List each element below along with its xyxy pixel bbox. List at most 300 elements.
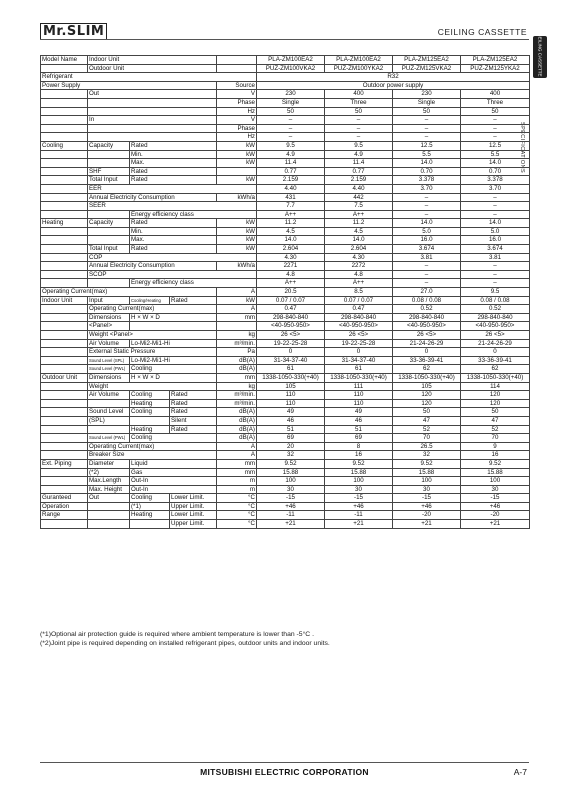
table-row: [41, 64, 530, 73]
table-cell: 3.378: [461, 176, 530, 185]
table-row: [41, 98, 530, 107]
chapter-tab[interactable]: [533, 33, 547, 78]
table-cell: dB(A): [217, 425, 257, 434]
table-cell: 110: [257, 391, 325, 400]
table-cell: 120: [461, 391, 530, 400]
table-cell: Sound Level (PWL): [88, 434, 130, 443]
table-cell: PUZ-ZM125VKA2: [393, 64, 461, 73]
table-cell: 32: [393, 451, 461, 460]
table-row: [41, 313, 530, 322]
table-cell: 9.5: [461, 288, 530, 297]
table-cell: [41, 270, 88, 279]
table-cell: Cooling/Heating: [130, 296, 170, 305]
table-row: [41, 382, 530, 391]
table-row: [41, 434, 530, 443]
table-cell: A++: [257, 210, 325, 219]
table-cell: H × W × D: [130, 373, 217, 382]
table-cell: 1338-1050-330(+40): [325, 373, 393, 382]
chapter-tab-label: CEILING CASSETTE: [537, 33, 543, 77]
table-cell: Sound Level (PWL): [88, 365, 130, 374]
table-row: [41, 236, 530, 245]
table-cell: <Panel>: [88, 322, 130, 331]
table-cell: 62: [393, 365, 461, 374]
table-cell: 26 <5>: [325, 331, 393, 340]
table-cell: m³/min.: [217, 399, 257, 408]
table-cell: 70: [393, 434, 461, 443]
table-cell: mm: [217, 459, 257, 468]
table-cell: Max.Length: [88, 477, 130, 486]
table-cell: 16.0: [461, 236, 530, 245]
page-number: A-7: [513, 767, 527, 777]
table-cell: 4.40: [257, 184, 325, 193]
table-cell: 69: [325, 434, 393, 443]
table-cell: Max.: [130, 236, 217, 245]
table-cell: Indoor Unit: [41, 296, 88, 305]
table-cell: [41, 520, 88, 529]
table-cell: [88, 150, 130, 159]
table-cell: Three: [461, 98, 530, 107]
table-cell: Air Volume: [88, 391, 130, 400]
table-cell: [41, 408, 88, 417]
table-cell: 2.159: [257, 176, 325, 185]
table-cell: Power Supply: [41, 81, 217, 90]
table-cell: 4.30: [257, 253, 325, 262]
table-cell: 3.674: [461, 245, 530, 254]
table-row: [41, 339, 530, 348]
table-cell: 0.77: [257, 167, 325, 176]
table-cell: Weight <Panel>: [88, 331, 217, 340]
table-row: [41, 511, 530, 520]
table-cell: Outdoor Unit: [41, 373, 88, 382]
table-row: [41, 107, 530, 116]
table-cell: 400: [461, 90, 530, 99]
table-cell: [41, 184, 88, 193]
table-cell: –: [393, 133, 461, 142]
table-cell: [130, 416, 170, 425]
table-cell: [41, 116, 88, 125]
table-row: [41, 141, 530, 150]
table-row: [41, 270, 530, 279]
footnotes: [40, 630, 330, 648]
table-cell: Sound Level: [88, 408, 130, 417]
table-cell: [41, 262, 88, 271]
table-cell: Ext. Piping: [41, 459, 88, 468]
table-cell: 0.77: [325, 167, 393, 176]
table-cell: [41, 253, 88, 262]
table-cell: [41, 124, 88, 133]
table-cell: H × W × D: [130, 313, 217, 322]
table-cell: +21: [325, 520, 393, 529]
table-cell: 16: [461, 451, 530, 460]
table-cell: [41, 133, 88, 142]
table-row: [41, 184, 530, 193]
table-cell: 0.52: [461, 305, 530, 314]
table-cell: 49: [325, 408, 393, 417]
table-cell: 33-36-39-41: [461, 356, 530, 365]
table-row: [41, 279, 530, 288]
table-cell: 9: [461, 442, 530, 451]
table-cell: [41, 107, 88, 116]
table-row: [41, 150, 530, 159]
table-cell: –: [257, 133, 325, 142]
table-cell: mm: [217, 468, 257, 477]
table-cell: 4.5: [325, 227, 393, 236]
table-cell: Phase: [217, 124, 257, 133]
table-cell: 11.2: [325, 219, 393, 228]
table-row: [41, 365, 530, 374]
table-cell: Upper Limit.: [170, 520, 217, 529]
table-row: [41, 210, 530, 219]
table-row: [41, 520, 530, 529]
table-cell: [41, 365, 88, 374]
table-cell: –: [393, 262, 461, 271]
table-cell: 1338-1050-330(+40): [257, 373, 325, 382]
table-cell: +21: [461, 520, 530, 529]
table-cell: (SPL): [88, 416, 130, 425]
table-row: [41, 296, 530, 305]
table-cell: -15: [257, 494, 325, 503]
table-cell: 298-840-840: [257, 313, 325, 322]
table-cell: 46: [257, 416, 325, 425]
table-cell: Sound Level (SPL): [88, 356, 130, 365]
table-cell: 30: [393, 485, 461, 494]
specifications-body: [41, 56, 530, 529]
table-cell: Source: [217, 81, 257, 90]
table-cell: 26 <5>: [461, 331, 530, 340]
table-cell: 15.88: [461, 468, 530, 477]
table-cell: 12.5: [393, 141, 461, 150]
table-cell: [41, 399, 88, 408]
table-cell: 61: [325, 365, 393, 374]
section-title: CEILING CASSETTE: [437, 27, 527, 37]
table-row: [41, 468, 530, 477]
table-cell: [88, 236, 130, 245]
table-cell: 14.0: [461, 159, 530, 168]
table-cell: (*1): [130, 502, 170, 511]
table-row: [41, 90, 530, 99]
table-cell: [41, 193, 88, 202]
table-cell: 0: [325, 348, 393, 357]
table-cell: SCOP: [88, 270, 257, 279]
table-cell: 1338-1050-330(+40): [461, 373, 530, 382]
table-cell: <40-950-950>: [393, 322, 461, 331]
table-cell: Rated: [170, 296, 217, 305]
table-cell: Cooling: [130, 408, 170, 417]
table-cell: 11.2: [257, 219, 325, 228]
table-cell: Rated: [170, 399, 217, 408]
table-cell: 52: [393, 425, 461, 434]
table-cell: Dimensions: [88, 313, 130, 322]
table-cell: Outdoor Unit: [88, 64, 217, 73]
table-cell: 62: [461, 365, 530, 374]
table-cell: 2.604: [257, 245, 325, 254]
table-row: [41, 494, 530, 503]
table-cell: 7.5: [325, 202, 393, 211]
table-cell: 27.0: [393, 288, 461, 297]
table-cell: +46: [325, 502, 393, 511]
table-row: [41, 56, 530, 65]
table-cell: m: [217, 477, 257, 486]
table-row: [41, 416, 530, 425]
table-cell: Max.: [130, 159, 217, 168]
table-cell: [41, 391, 88, 400]
table-cell: PLA-ZM100EA2: [325, 56, 393, 65]
table-cell: Guranteed: [41, 494, 88, 503]
table-cell: A++: [257, 279, 325, 288]
table-row: [41, 81, 530, 90]
table-cell: Rated: [170, 391, 217, 400]
table-cell: +46: [461, 502, 530, 511]
table-cell: 14.0: [393, 219, 461, 228]
table-cell: Cooling: [130, 434, 217, 443]
header-divider: [40, 39, 529, 40]
table-cell: +21: [393, 520, 461, 529]
table-cell: 20.5: [257, 288, 325, 297]
table-cell: 51: [325, 425, 393, 434]
table-cell: kW: [217, 227, 257, 236]
table-cell: Heating: [130, 425, 170, 434]
table-cell: Phase: [217, 98, 257, 107]
table-cell: [41, 477, 88, 486]
table-row: [41, 425, 530, 434]
table-cell: kW: [217, 236, 257, 245]
table-cell: PUZ-ZM100VKA2: [257, 64, 325, 73]
table-cell: Silent: [170, 416, 217, 425]
table-cell: 14.0: [461, 219, 530, 228]
table-cell: °C: [217, 520, 257, 529]
table-cell: dB(A): [217, 356, 257, 365]
table-cell: [41, 150, 88, 159]
table-cell: Energy efficiency class: [130, 279, 257, 288]
table-cell: SEER: [88, 202, 257, 211]
table-cell: 14.0: [325, 236, 393, 245]
table-cell: SHF: [88, 167, 130, 176]
table-cell: 12.5: [461, 141, 530, 150]
chapter-side-label: SPECIFICATIONS: [519, 122, 525, 174]
table-cell: –: [393, 279, 461, 288]
table-cell: –: [461, 133, 530, 142]
table-cell: [130, 520, 170, 529]
table-cell: dB(A): [217, 416, 257, 425]
table-cell: –: [257, 124, 325, 133]
table-cell: [41, 202, 88, 211]
table-cell: [88, 425, 130, 434]
table-cell: 5.5: [393, 150, 461, 159]
table-row: [41, 245, 530, 254]
table-cell: 100: [325, 477, 393, 486]
table-cell: [41, 382, 88, 391]
table-cell: 298-840-840: [325, 313, 393, 322]
table-cell: 4.5: [257, 227, 325, 236]
table-row: [41, 124, 530, 133]
table-cell: 4.8: [325, 270, 393, 279]
table-cell: 4.8: [257, 270, 325, 279]
footnote-2: (*2)Joint pipe is required depending on installed refrigerant pipes, outdoor units and indoor units.: [40, 640, 330, 647]
table-cell: 3.378: [393, 176, 461, 185]
table-cell: [41, 322, 88, 331]
table-cell: –: [461, 210, 530, 219]
table-cell: 0.08 / 0.08: [461, 296, 530, 305]
table-cell: External Static Pressure: [88, 348, 217, 357]
table-cell: Input: [88, 296, 130, 305]
footnote-1: (*1)Optional air protection guide is required where ambient temperature is lower than -5°C .: [40, 631, 314, 638]
table-cell: Weight: [88, 382, 217, 391]
table-cell: Rated: [130, 176, 217, 185]
table-cell: [88, 159, 130, 168]
table-cell: 0.70: [393, 167, 461, 176]
table-cell: Energy efficiency class: [130, 210, 257, 219]
table-cell: PLA-ZM125EA2: [461, 56, 530, 65]
footer-divider: [40, 762, 529, 763]
table-cell: Air Volume: [88, 339, 130, 348]
table-cell: Rated: [130, 245, 217, 254]
table-cell: Heating: [41, 219, 88, 228]
table-cell: 0: [393, 348, 461, 357]
table-row: [41, 373, 530, 382]
table-cell: [41, 90, 88, 99]
table-cell: 298-840-840: [393, 313, 461, 322]
table-cell: dB(A): [217, 434, 257, 443]
company-name: MITSUBISHI ELECTRIC CORPORATION: [200, 767, 369, 777]
table-cell: 4.9: [257, 150, 325, 159]
table-cell: PLA-ZM100EA2: [257, 56, 325, 65]
table-cell: 100: [393, 477, 461, 486]
table-cell: Out-In: [130, 485, 217, 494]
table-cell: PUZ-ZM125YKA2: [461, 64, 530, 73]
table-cell: -20: [461, 511, 530, 520]
table-cell: 70: [461, 434, 530, 443]
table-cell: [41, 245, 88, 254]
table-cell: kWh/a: [217, 193, 257, 202]
table-cell: [41, 442, 88, 451]
table-cell: 1338-1050-330(+40): [393, 373, 461, 382]
table-cell: Pa: [217, 348, 257, 357]
table-cell: +21: [257, 520, 325, 529]
table-cell: mm: [217, 373, 257, 382]
table-cell: 3.81: [461, 253, 530, 262]
table-cell: [88, 399, 130, 408]
table-cell: 15.88: [325, 468, 393, 477]
table-cell: [217, 322, 257, 331]
table-cell: Rated: [130, 167, 217, 176]
table-cell: 2.604: [325, 245, 393, 254]
table-cell: kW: [217, 159, 257, 168]
table-cell: Liquid: [130, 459, 217, 468]
table-cell: [41, 210, 88, 219]
table-cell: Refrigerant: [41, 73, 257, 82]
table-cell: –: [325, 124, 393, 133]
table-cell: Gas: [130, 468, 217, 477]
table-cell: A++: [325, 210, 393, 219]
table-row: [41, 485, 530, 494]
table-cell: 0.47: [257, 305, 325, 314]
table-cell: [217, 167, 257, 176]
table-cell: [41, 339, 88, 348]
table-cell: Single: [393, 98, 461, 107]
table-cell: [41, 167, 88, 176]
table-cell: 230: [393, 90, 461, 99]
table-cell: [41, 227, 88, 236]
table-row: [41, 502, 530, 511]
table-cell: Lower Limit.: [170, 511, 217, 520]
table-cell: -20: [393, 511, 461, 520]
table-cell: 9.5: [325, 141, 393, 150]
table-cell: 16: [325, 451, 393, 460]
table-cell: A++: [325, 279, 393, 288]
table-row: [41, 227, 530, 236]
table-cell: 100: [257, 477, 325, 486]
table-cell: -15: [325, 494, 393, 503]
table-cell: A: [217, 451, 257, 460]
table-cell: 14.0: [393, 159, 461, 168]
table-cell: –: [393, 193, 461, 202]
table-cell: Cooling: [130, 365, 217, 374]
table-cell: 47: [461, 416, 530, 425]
table-cell: [41, 98, 88, 107]
table-cell: 110: [325, 399, 393, 408]
table-cell: A: [217, 305, 257, 314]
table-cell: –: [325, 133, 393, 142]
table-cell: –: [393, 270, 461, 279]
table-cell: Capacity: [88, 219, 130, 228]
table-row: [41, 477, 530, 486]
table-cell: [41, 279, 88, 288]
table-cell: Model Name: [41, 56, 88, 65]
table-cell: 110: [325, 391, 393, 400]
table-cell: -11: [257, 511, 325, 520]
table-cell: <40-950-950>: [325, 322, 393, 331]
table-cell: °C: [217, 494, 257, 503]
table-cell: [88, 133, 217, 142]
table-row: [41, 331, 530, 340]
table-row: [41, 288, 530, 297]
table-cell: 50: [257, 107, 325, 116]
table-cell: 50: [393, 408, 461, 417]
table-cell: –: [325, 116, 393, 125]
table-cell: Annual Electricity Consumption: [88, 193, 217, 202]
table-cell: 21-24-26-29: [461, 339, 530, 348]
table-cell: Breaker Size: [88, 451, 217, 460]
table-cell: Rated: [170, 425, 217, 434]
table-cell: kg: [217, 331, 257, 340]
table-cell: Lower Limit.: [170, 494, 217, 503]
table-cell: 50: [461, 408, 530, 417]
table-row: [41, 391, 530, 400]
table-cell: 31-34-37-40: [257, 356, 325, 365]
logo-text: Mr.SLIM: [40, 23, 107, 40]
table-cell: Operating Current(max): [88, 305, 217, 314]
table-cell: 230: [257, 90, 325, 99]
brand-logo: [40, 24, 107, 39]
table-cell: Operation: [41, 502, 88, 511]
table-row: [41, 348, 530, 357]
table-cell: Min.: [130, 227, 217, 236]
table-cell: <40-950-950>: [257, 322, 325, 331]
table-cell: Min.: [130, 150, 217, 159]
table-cell: 52: [461, 425, 530, 434]
table-cell: dB(A): [217, 365, 257, 374]
table-cell: 47: [393, 416, 461, 425]
table-row: [41, 442, 530, 451]
table-cell: Diameter: [88, 459, 130, 468]
table-cell: 100: [461, 477, 530, 486]
table-cell: 61: [257, 365, 325, 374]
table-row: [41, 262, 530, 271]
table-cell: Range: [41, 511, 88, 520]
table-cell: 298-840-840: [461, 313, 530, 322]
table-cell: 9.5: [257, 141, 325, 150]
table-cell: Out: [88, 90, 217, 99]
